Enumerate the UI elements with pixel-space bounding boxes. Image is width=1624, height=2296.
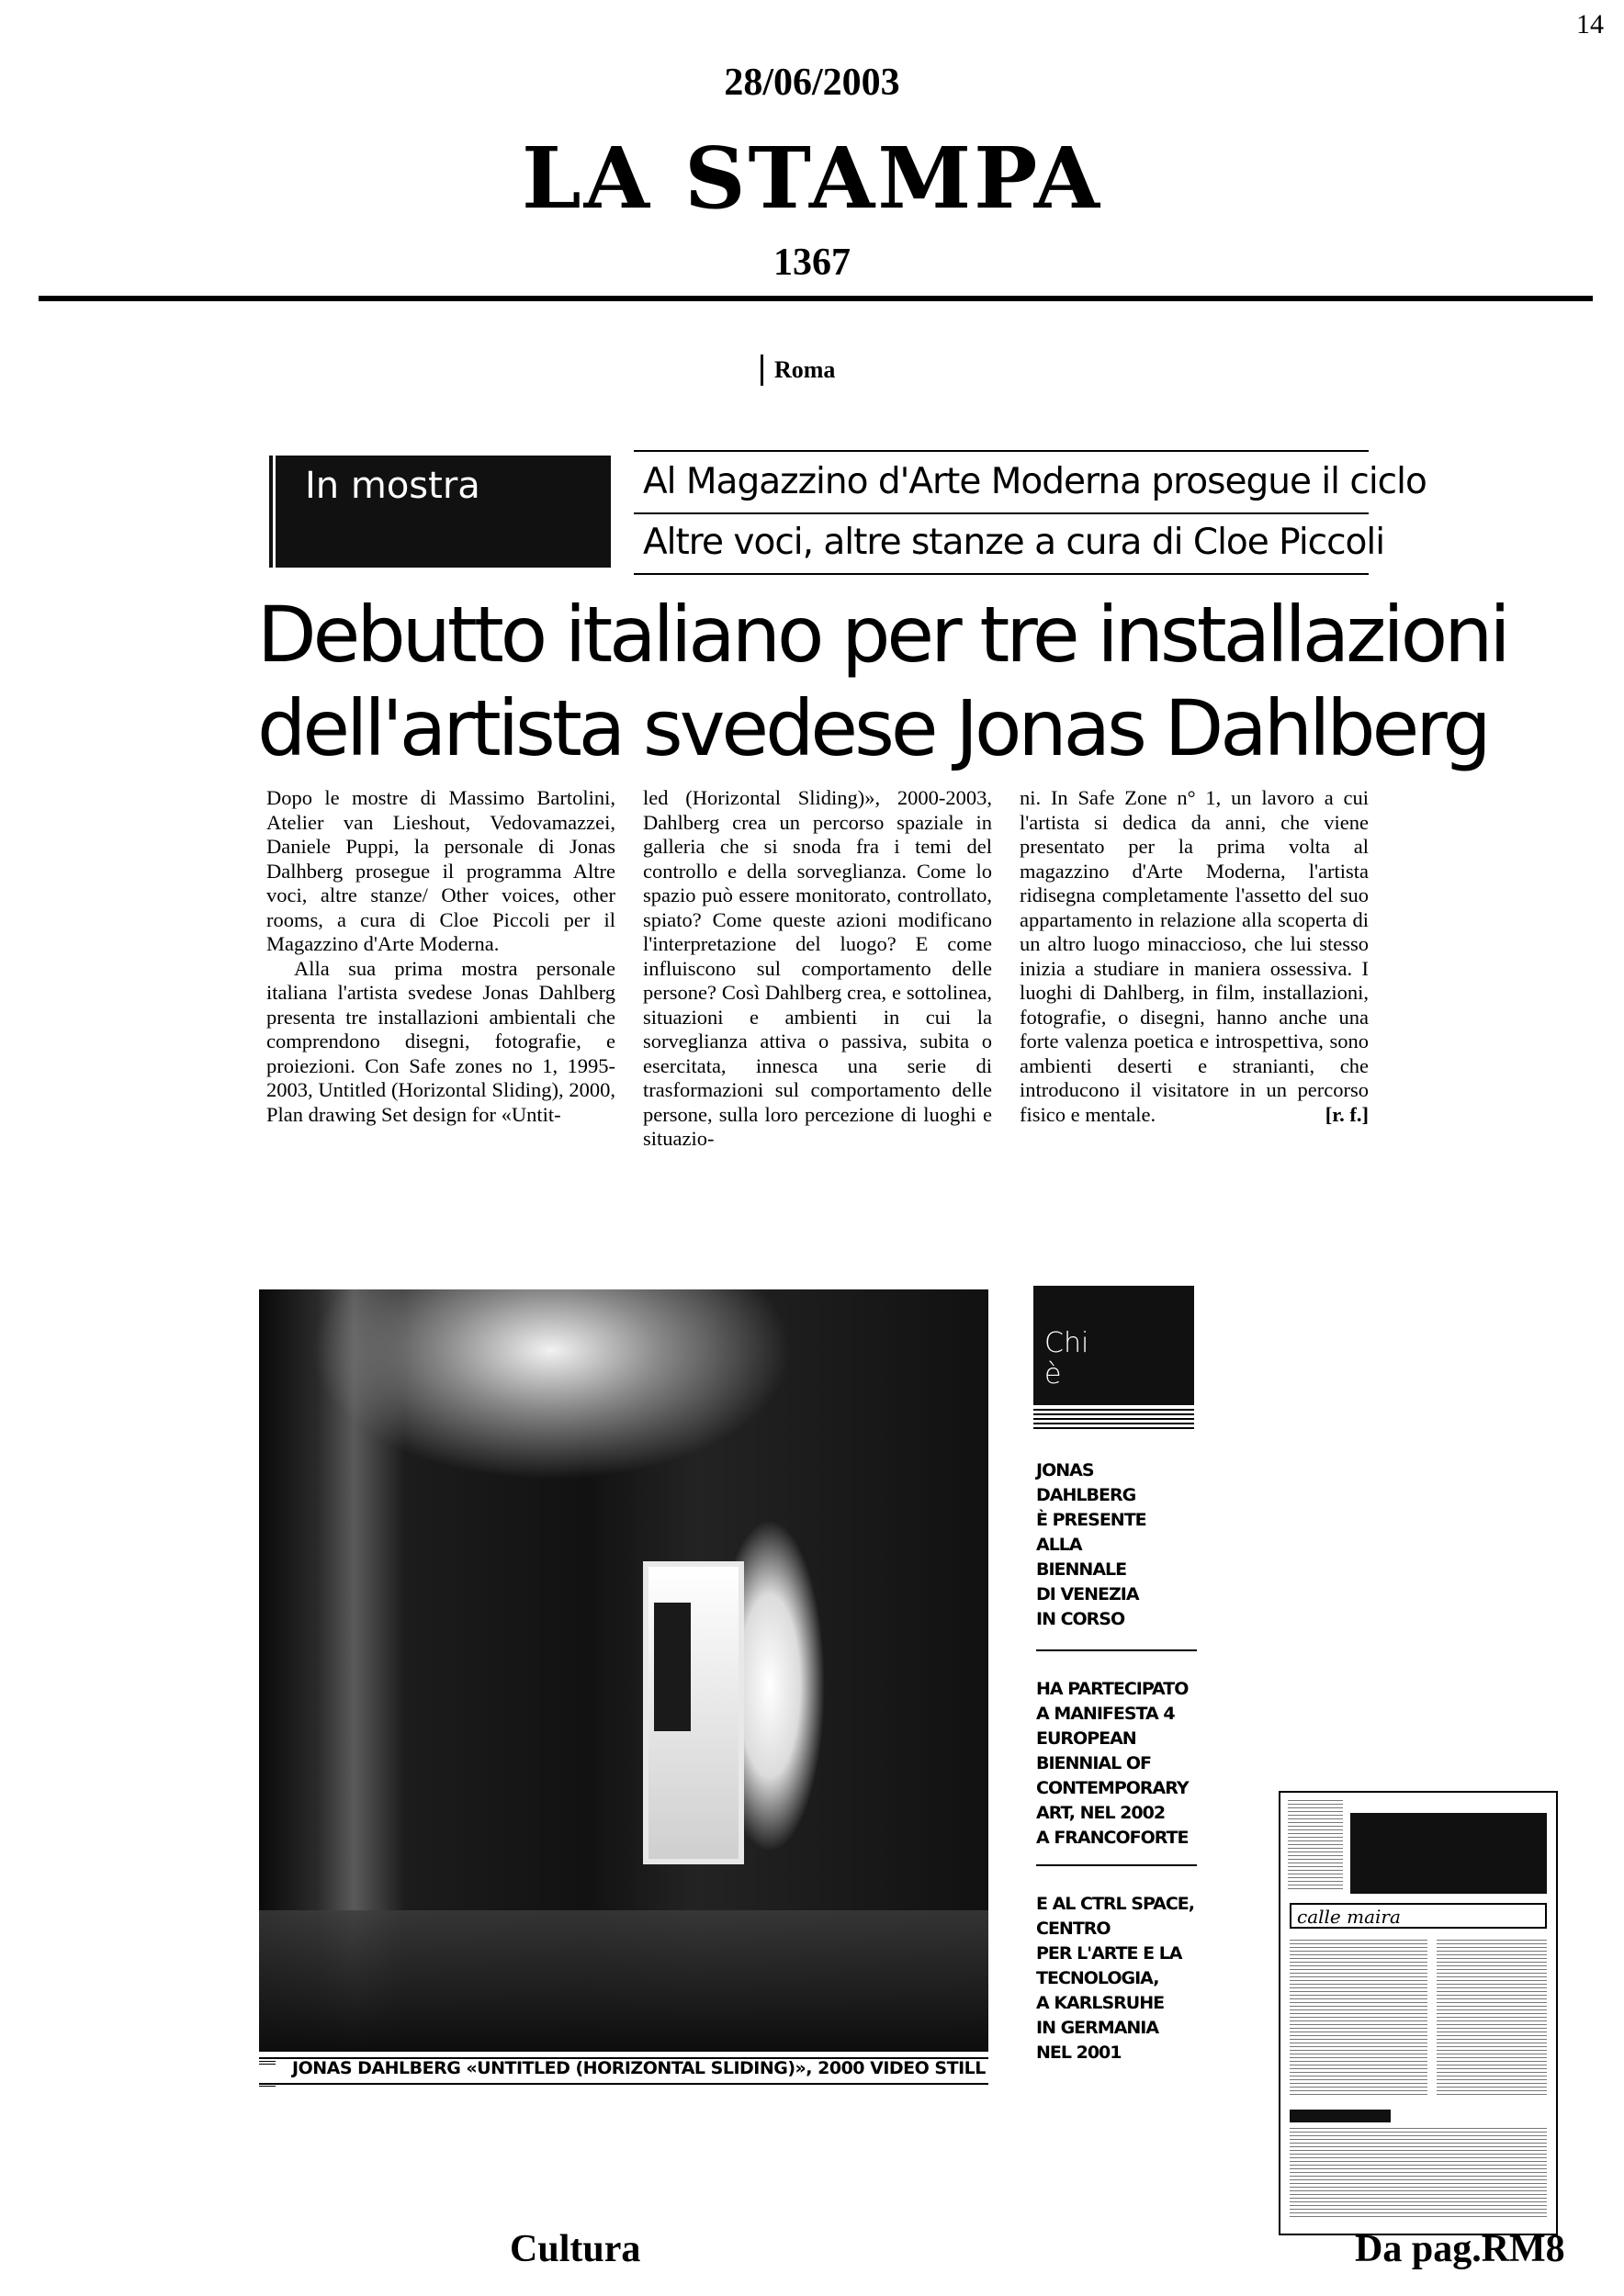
photo-door-shadow: [654, 1603, 691, 1731]
sidebar-line: CENTRO: [1036, 1919, 1111, 1939]
sidebar-line: A KARLSRUHE: [1036, 1993, 1165, 2013]
sidebar-line: DAHLBERG: [1036, 1485, 1136, 1505]
sidebar-line: È PRESENTE: [1036, 1510, 1146, 1530]
thumb-text-block: [1288, 1800, 1343, 1892]
sidebar-line: JONAS: [1036, 1460, 1094, 1480]
sidebar-line: ALLA: [1036, 1535, 1082, 1555]
sidebar-line: HA PARTECIPATO: [1036, 1679, 1189, 1699]
kicker-rule-top: [634, 450, 1369, 452]
sidebar-line: IN GERMANIA: [1036, 2018, 1159, 2038]
article-column-2: [643, 786, 992, 1152]
article-column-3: [1020, 786, 1369, 1127]
article-text: ni. In Safe Zone n° 1, un lavoro a cui l'artista si dedica da anni, che viene presentato per la prima volta al magazzino d'Arte Moderna, l'artista ridisegna completamente l'assetto del suo appartamento in relazione alla scoperta di un altro luogo minaccioso, che lui stesso inizia a studiare in maniera ossessiva. I luoghi di Dahlberg, in film, installazioni, fotografie, o disegni, hanno anche una forte valenza poetica e introspettiva, sono ambienti deserti e stranianti, che introducono il visitatore in un percorso fisico e mentale.: [1020, 786, 1369, 1126]
thumb-image-block: [1350, 1813, 1547, 1894]
e-label: è: [1044, 1358, 1062, 1390]
page-thumbnail: [1279, 1791, 1558, 2235]
article-paragraph: Dopo le mostre di Massimo Bartolini, Atelier van Lieshout, Vedovamazzei, Daniele Puppi, la personale di Jonas Dalhberg prosegue il programma Altre voci, altre stanze/ Other voices, other rooms, a cura di Cloe Piccoli per il Magazzino d'Arte Moderna.: [266, 786, 615, 955]
kicker-line-1: Al Magazzino d'Arte Moderna prosegue il ciclo: [643, 461, 1427, 502]
chi-e-box: [1033, 1286, 1194, 1405]
section-label: Roma: [761, 355, 835, 386]
kicker-rule-bottom: [634, 573, 1369, 575]
article-paragraph: [1020, 786, 1369, 1127]
sidebar-line: IN CORSO: [1036, 1609, 1125, 1629]
sidebar-line: NEL 2001: [1036, 2043, 1122, 2063]
article-paragraph: Alla sua prima mostra personale italiana l'artista svedese Jonas Dahlberg presenta tre installazioni ambientali che comprendono disegni, fotografie, e proiezioni. Con Safe zones no 1, 1995-2003, Untitled (Horizontal Sliding), 2000, Plan drawing Set design for «Untit-: [266, 956, 615, 1126]
article-headline: [257, 588, 1507, 775]
sidebar-line: A FRANCOFORTE: [1036, 1828, 1189, 1848]
chi-e-stripes: [1033, 1409, 1194, 1429]
kicker-line-2: Altre voci, altre stanze a cura di Cloe Piccoli: [643, 522, 1385, 563]
headline-line-2: dell'artista svedese Jonas Dahlberg: [257, 683, 1488, 773]
in-mostra-box: [266, 456, 611, 568]
sidebar-line: PER L'ARTE E LA: [1036, 1943, 1182, 1964]
article-paragraph: led (Horizontal Sliding)», 2000-2003, Dahlberg crea un percorso spaziale in galleria che si snoda fra i temi del controllo e della sorveglianza. Come lo spazio può essere monitorato, controllato, spiato? Come queste azioni modificano l'interpretazione del luogo? E come influiscono sul comportamento delle persone? Così Dahlberg crea, e sottolinea, situazioni e ambienti in cui la sorveglianza attiva o passiva, subita o esercitata, innesca una serie di trasformazioni sul comportamento delle persone, sulla loro percezione di luoghi e situazio-: [643, 786, 992, 1150]
photo-caption: JONAS DAHLBERG «UNTITLED (HORIZONTAL SLIDING)», 2000 VIDEO STILL: [292, 2058, 986, 2078]
headline-line-1: Debutto italiano per tre installazioni: [257, 590, 1507, 680]
thumb-text-block: [1290, 2128, 1547, 2220]
photo-floor-shade: [259, 1910, 988, 2052]
article-column-1: [266, 786, 615, 1127]
sidebar-line: BIENNIAL OF: [1036, 1753, 1151, 1773]
sidebar-line: E AL CTRL SPACE,: [1036, 1894, 1194, 1914]
sidebar-line: DI VENEZIA: [1036, 1584, 1139, 1604]
sidebar-item-3: [1036, 1892, 1201, 2065]
sidebar-line: BIENNALE: [1036, 1559, 1127, 1580]
sidebar-line: A MANIFESTA 4: [1036, 1704, 1175, 1724]
publication-date: 28/06/2003: [724, 62, 900, 104]
kicker-rule-middle: [634, 512, 1369, 514]
sidebar-line: TECNOLOGIA,: [1036, 1968, 1159, 1988]
sidebar-item-2: [1036, 1677, 1201, 1851]
sidebar-item-1: [1036, 1458, 1201, 1632]
in-mostra-label: In mostra: [305, 465, 480, 507]
caption-rule-bottom: [259, 2083, 988, 2085]
sidebar-line: ART, NEL 2002: [1036, 1803, 1166, 1823]
sidebar-line: CONTEMPORARY: [1036, 1778, 1189, 1798]
thumb-image-block: [1290, 2110, 1391, 2122]
footer-page-ref: Da pag.RM8: [1355, 2228, 1565, 2270]
page-number: 14: [1576, 9, 1604, 39]
sidebar-line: EUROPEAN: [1036, 1728, 1136, 1749]
sidebar-divider: [1036, 1649, 1197, 1651]
footer-section: Cultura: [510, 2228, 641, 2270]
issue-code: 1367: [773, 242, 851, 284]
author-signature: [r. f.]: [1325, 1102, 1369, 1126]
sidebar-divider: [1036, 1864, 1197, 1866]
chi-label: Chi: [1044, 1327, 1089, 1359]
newspaper-masthead: LA STAMPA: [521, 129, 1103, 228]
thumb-logo: calle maira: [1290, 1903, 1547, 1929]
header-rule: [39, 296, 1593, 301]
thumb-text-block: [1437, 1940, 1547, 2096]
thumb-text-block: [1290, 1940, 1427, 2096]
